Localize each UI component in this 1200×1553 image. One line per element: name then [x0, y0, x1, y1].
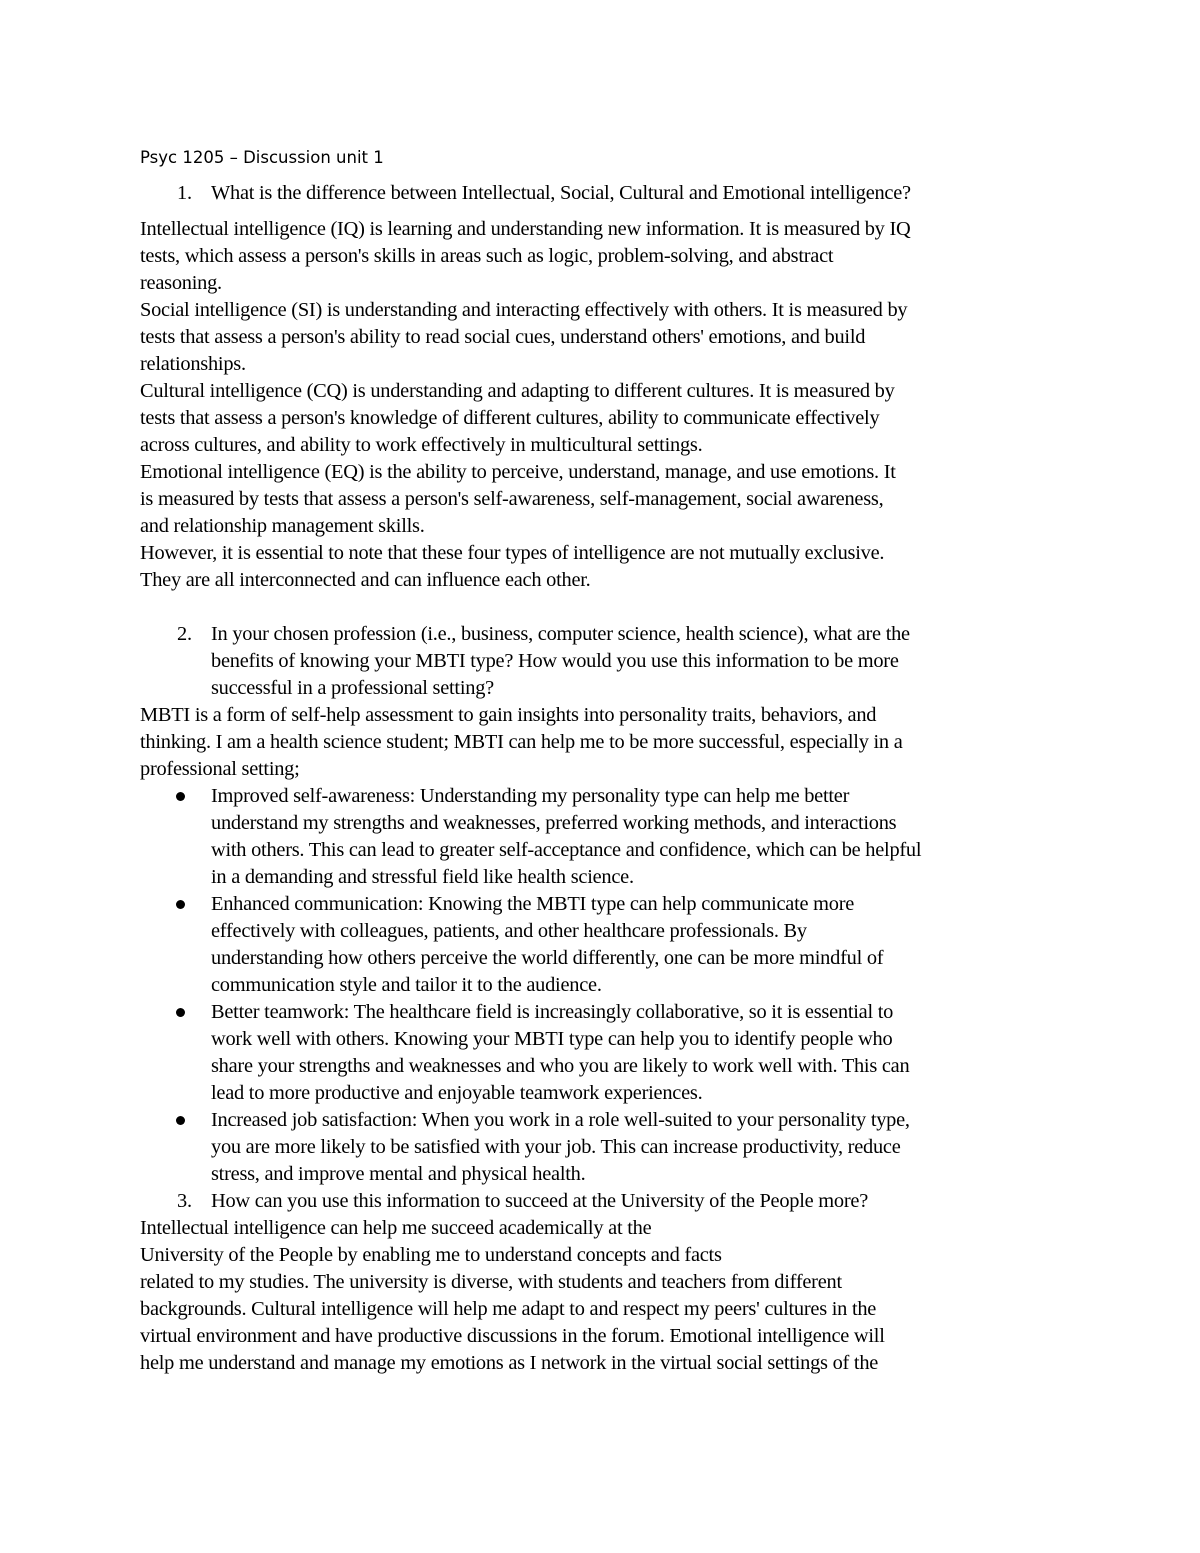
text-line: They are all interconnected and can influence each other.	[140, 569, 591, 591]
question-2	[140, 621, 1070, 702]
text-line: Intellectual intelligence (IQ) is learning and understanding new information. It is measured by IQ	[140, 218, 911, 240]
text-line: lead to more productive and enjoyable teamwork experiences.	[211, 1082, 703, 1104]
question-3	[140, 1188, 1070, 1215]
text-line: help me understand and manage my emotions as I network in the virtual social settings of the	[140, 1352, 879, 1374]
text-line: Enhanced communication: Knowing the MBTI type can help communicate more	[211, 893, 855, 915]
text-line: University of the People by enabling me to understand concepts and facts	[140, 1244, 722, 1266]
question-text: successful in a professional setting?	[211, 677, 494, 699]
paragraph-si	[140, 297, 1070, 378]
text-line: Intellectual intelligence can help me succeed academically at the	[140, 1217, 652, 1239]
text-line: you are more likely to be satisfied with your job. This can increase productivity, reduce	[211, 1136, 901, 1158]
text-line: tests that assess a person's ability to read social cues, understand others' emotions, and build	[140, 326, 866, 348]
question-text: How can you use this information to succeed at the University of the People more?	[211, 1190, 868, 1212]
text-line: share your strengths and weaknesses and who you are likely to work well with. This can	[211, 1055, 910, 1077]
bullet-icon	[176, 792, 185, 801]
paragraph-cq	[140, 378, 1070, 459]
text-line: Social intelligence (SI) is understanding and interacting effectively with others. It is measured by	[140, 299, 908, 321]
question-1	[140, 180, 1070, 207]
text-line: tests that assess a person's knowledge of different cultures, ability to communicate effectively	[140, 407, 880, 429]
bullet-item	[140, 999, 1070, 1107]
text-line: and relationship management skills.	[140, 515, 425, 537]
document-title: Psyc 1205 – Discussion unit 1	[140, 148, 384, 167]
text-line: with others. This can lead to greater self-acceptance and confidence, which can be helpful	[211, 839, 922, 861]
question-number: 3.	[177, 1190, 192, 1212]
text-line: in a demanding and stressful field like health science.	[211, 866, 634, 888]
text-line: stress, and improve mental and physical health.	[211, 1163, 586, 1185]
text-line: understanding how others perceive the world differently, one can be more mindful of	[211, 947, 884, 969]
document-body	[140, 144, 1070, 1377]
text-line: across cultures, and ability to work effectively in multicultural settings.	[140, 434, 703, 456]
bullet-icon	[176, 1116, 185, 1125]
text-line: backgrounds. Cultural intelligence will help me adapt to and respect my peers' cultures in the	[140, 1298, 877, 1320]
question-text: benefits of knowing your MBTI type? How would you use this information to be more	[211, 650, 899, 672]
paragraph-uopeople	[140, 1215, 1070, 1377]
bullet-icon	[176, 900, 185, 909]
text-line: Better teamwork: The healthcare field is increasingly collaborative, so it is essential to	[211, 1001, 894, 1023]
text-line: understand my strengths and weaknesses, preferred working methods, and interactions	[211, 812, 897, 834]
bullet-item	[140, 1107, 1070, 1188]
paragraph-note	[140, 540, 1070, 594]
text-line: is measured by tests that assess a person's self-awareness, self-management, social awareness,	[140, 488, 884, 510]
text-line: Emotional intelligence (EQ) is the ability to perceive, understand, manage, and use emotions. It	[140, 461, 896, 483]
bullet-item	[140, 891, 1070, 999]
text-line: reasoning.	[140, 272, 222, 294]
paragraph-mbti-intro	[140, 702, 1070, 783]
question-text: In your chosen profession (i.e., business, computer science, health science), what are the	[211, 623, 910, 645]
paragraph-iq	[140, 216, 1070, 297]
text-line: Increased job satisfaction: When you work in a role well-suited to your personality type,	[211, 1109, 910, 1131]
text-line: relationships.	[140, 353, 246, 375]
text-line: related to my studies. The university is diverse, with students and teachers from different	[140, 1271, 842, 1293]
text-line: MBTI is a form of self-help assessment to gain insights into personality traits, behaviors, and	[140, 704, 877, 726]
text-line: communication style and tailor it to the audience.	[211, 974, 602, 996]
text-line: effectively with colleagues, patients, and other healthcare professionals. By	[211, 920, 807, 942]
text-line: Cultural intelligence (CQ) is understanding and adapting to different cultures. It is measured by	[140, 380, 895, 402]
text-line: virtual environment and have productive discussions in the forum. Emotional intelligence will	[140, 1325, 885, 1347]
text-line: professional setting;	[140, 758, 300, 780]
question-number: 2.	[177, 623, 192, 645]
text-line: work well with others. Knowing your MBTI type can help you to identify people who	[211, 1028, 893, 1050]
question-text: What is the difference between Intellectual, Social, Cultural and Emotional intelligence?	[211, 182, 911, 204]
question-number: 1.	[177, 182, 192, 204]
text-line: However, it is essential to note that these four types of intelligence are not mutually exclusive.	[140, 542, 885, 564]
bullet-item	[140, 783, 1070, 891]
text-line: tests, which assess a person's skills in areas such as logic, problem-solving, and abstract	[140, 245, 834, 267]
text-line: thinking. I am a health science student; MBTI can help me to be more successful, especially in a	[140, 731, 903, 753]
text-line: Improved self-awareness: Understanding my personality type can help me better	[211, 785, 850, 807]
bullet-icon	[176, 1008, 185, 1017]
paragraph-eq	[140, 459, 1070, 540]
